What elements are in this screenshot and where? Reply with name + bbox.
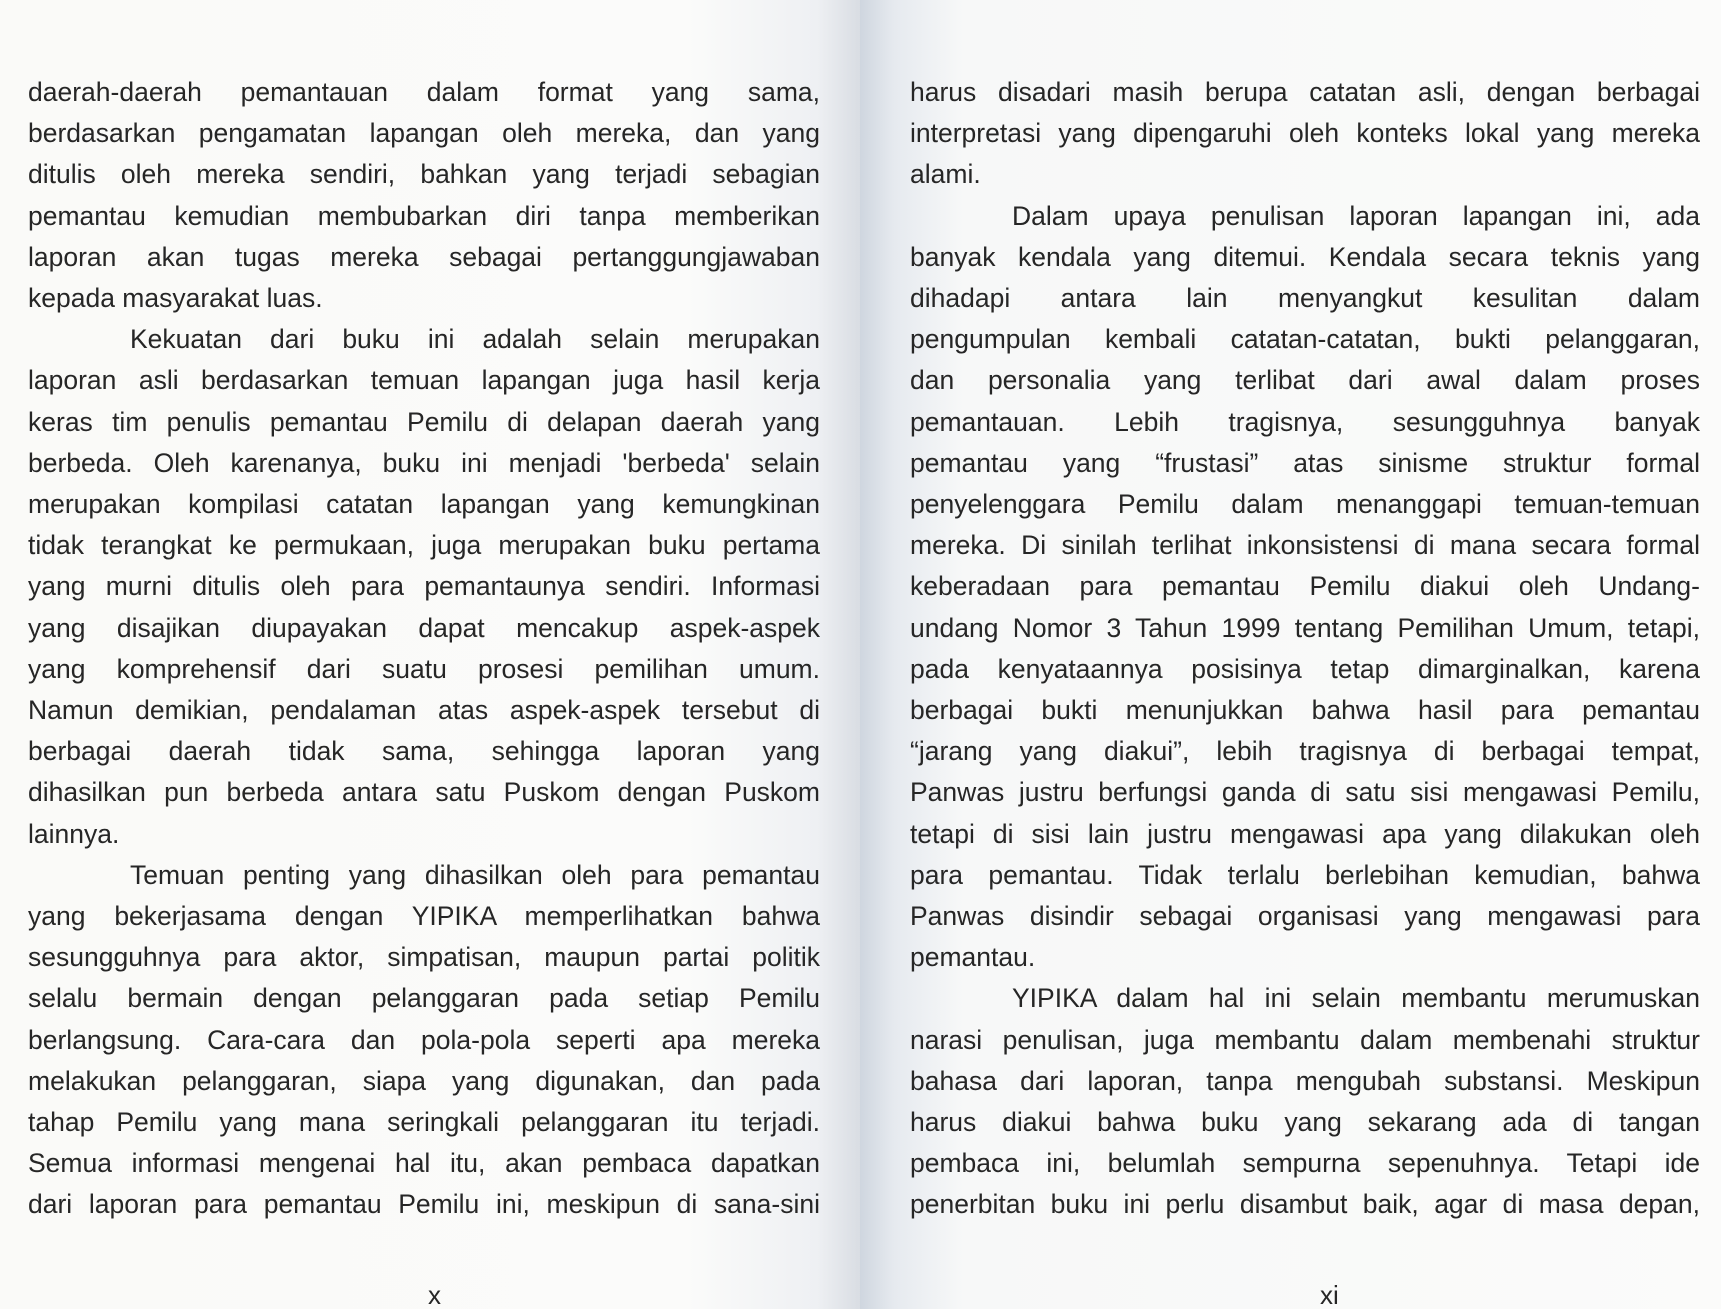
text-line: keberadaan para pemantau Pemilu diakui oleh Undang-	[910, 571, 1700, 602]
text-line: undang Nomor 3 Tahun 1999 tentang Pemilihan Umum, tetapi,	[910, 612, 1700, 643]
left-page-number: x	[428, 1280, 441, 1309]
text-line: tidak terangkat ke permukaan, juga merupakan buku pertama	[28, 530, 820, 561]
text-line: pemantau kemudian membubarkan diri tanpa memberikan	[28, 200, 820, 231]
text-line: penerbitan buku ini perlu disambut baik, agar di masa depan,	[910, 1189, 1700, 1220]
text-line: penyelenggara Pemilu dalam menanggapi temuan-temuan	[910, 489, 1700, 520]
text-line: narasi penulisan, juga membantu dalam membenahi struktur	[910, 1024, 1700, 1055]
text-line: banyak kendala yang ditemui. Kendala secara teknis yang	[910, 241, 1700, 272]
text-line: yang komprehensif dari suatu prosesi pemilihan umum.	[28, 653, 820, 684]
text-line: laporan asli berdasarkan temuan lapangan juga hasil kerja	[28, 365, 820, 396]
left-page	[0, 0, 860, 1309]
text-line: pemantau yang “frustasi” atas sinisme struktur formal	[910, 447, 1700, 478]
right-page-text	[910, 72, 1700, 1226]
text-line: berbagai daerah tidak sama, sehingga laporan yang	[28, 736, 820, 767]
text-line: Temuan penting yang dihasilkan oleh para pemantau	[130, 859, 820, 890]
text-line: dan personalia yang terlibat dari awal dalam proses	[910, 365, 1700, 396]
text-line: kepada masyarakat luas.	[28, 283, 323, 314]
text-line: ditulis oleh mereka sendiri, bahkan yang terjadi sebagian	[28, 159, 820, 190]
text-line: interpretasi yang dipengaruhi oleh konteks lokal yang mereka	[910, 118, 1700, 149]
text-line: yang disajikan diupayakan dapat mencakup aspek-aspek	[28, 612, 820, 643]
text-line: yang bekerjasama dengan YIPIKA memperlihatkan bahwa	[28, 901, 820, 932]
text-line: Panwas disindir sebagai organisasi yang mengawasi para	[910, 901, 1700, 932]
text-line: para pemantau. Tidak terlalu berlebihan kemudian, bahwa	[910, 859, 1700, 890]
text-line: alami.	[910, 159, 981, 190]
text-line: berlangsung. Cara-cara dan pola-pola seperti apa mereka	[28, 1024, 820, 1055]
text-line: harus disadari masih berupa catatan asli, dengan berbagai	[910, 77, 1700, 107]
text-line: merupakan kompilasi catatan lapangan yang kemungkinan	[28, 489, 820, 520]
text-line: pemantau.	[910, 942, 1036, 973]
text-line: daerah-daerah pemantauan dalam format yang sama,	[28, 77, 820, 107]
text-line: YIPIKA dalam hal ini selain membantu merumuskan	[1012, 983, 1700, 1014]
left-page-text	[28, 72, 820, 1226]
text-line: bahasa dari laporan, tanpa mengubah substansi. Meskipun	[910, 1065, 1700, 1096]
text-line: selalu bermain dengan pelanggaran pada setiap Pemilu	[28, 983, 820, 1014]
text-line: yang murni ditulis oleh para pemantaunya sendiri. Informasi	[28, 571, 820, 602]
text-line: pengumpulan kembali catatan-catatan, bukti pelanggaran,	[910, 324, 1700, 355]
right-page-number: xi	[1320, 1280, 1339, 1309]
text-line: keras tim penulis pemantau Pemilu di delapan daerah yang	[28, 406, 820, 437]
text-line: dihadapi antara lain menyangkut kesulitan dalam	[910, 283, 1700, 314]
text-line: melakukan pelanggaran, siapa yang digunakan, dan pada	[28, 1065, 820, 1096]
text-line: sesungguhnya para aktor, simpatisan, maupun partai politik	[28, 942, 820, 973]
text-line: pemantauan. Lebih tragisnya, sesungguhnya banyak	[910, 406, 1700, 437]
text-line: lainnya.	[28, 818, 120, 849]
text-line: pada kenyataannya posisinya tetap dimarginalkan, karena	[910, 653, 1700, 684]
right-page	[860, 0, 1721, 1309]
text-line: dari laporan para pemantau Pemilu ini, meskipun di sana-sini	[28, 1189, 820, 1220]
text-line: “jarang yang diakui”, lebih tragisnya di berbagai tempat,	[910, 736, 1700, 767]
text-line: harus diakui bahwa buku yang sekarang ada di tangan	[910, 1107, 1700, 1138]
text-line: berbagai bukti menunjukkan bahwa hasil para pemantau	[910, 695, 1700, 726]
text-line: dihasilkan pun berbeda antara satu Puskom dengan Puskom	[28, 777, 820, 808]
text-line: tahap Pemilu yang mana seringkali pelanggaran itu terjadi.	[28, 1107, 820, 1138]
text-line: berbeda. Oleh karenanya, buku ini menjadi 'berbeda' selain	[28, 447, 820, 478]
text-line: berdasarkan pengamatan lapangan oleh mereka, dan yang	[28, 118, 820, 149]
text-line: Namun demikian, pendalaman atas aspek-aspek tersebut di	[28, 695, 820, 726]
text-line: mereka. Di sinilah terlihat inkonsistensi di mana secara formal	[910, 530, 1700, 561]
text-line: Semua informasi mengenai hal itu, akan pembaca dapatkan	[28, 1148, 820, 1179]
text-line: Dalam upaya penulisan laporan lapangan ini, ada	[1012, 200, 1700, 231]
text-line: pembaca ini, belumlah sempurna sepenuhnya. Tetapi ide	[910, 1148, 1700, 1179]
text-line: Panwas justru berfungsi ganda di satu sisi mengawasi Pemilu,	[910, 777, 1700, 808]
text-line: Kekuatan dari buku ini adalah selain merupakan	[130, 324, 820, 355]
text-line: tetapi di sisi lain justru mengawasi apa yang dilakukan oleh	[910, 818, 1700, 849]
text-line: laporan akan tugas mereka sebagai pertanggungjawaban	[28, 241, 820, 272]
